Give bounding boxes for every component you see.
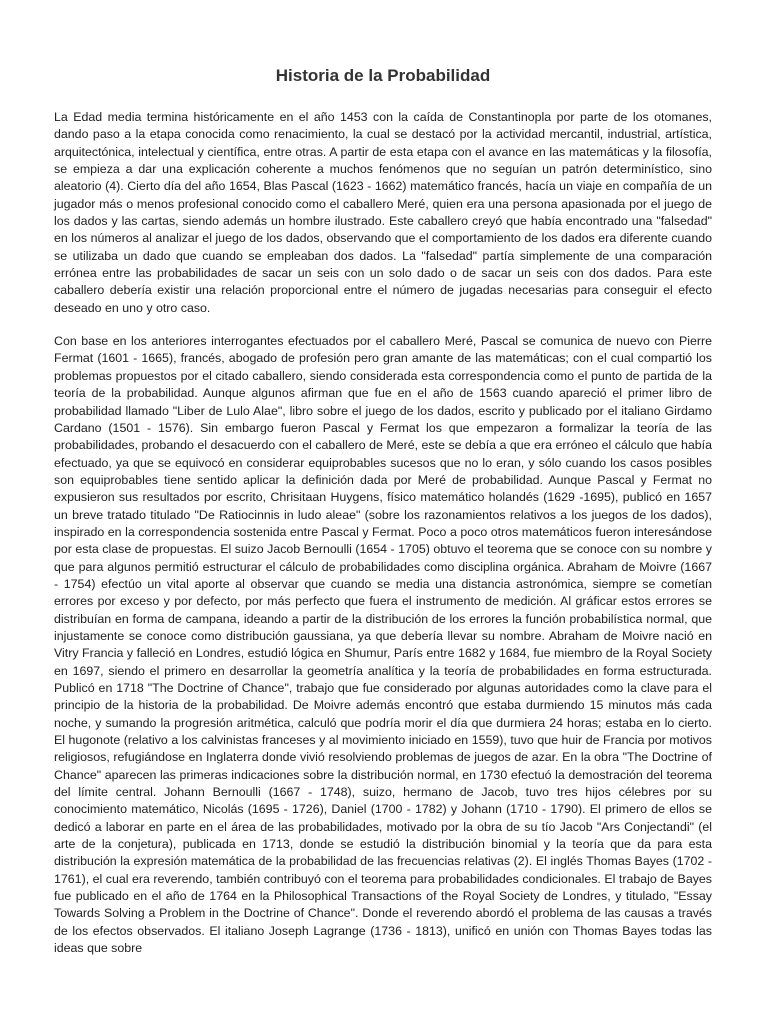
paragraph-1: La Edad media termina históricamente en el año 1453 con la caída de Constantinopla por parte de los otomanes, dando paso a la etapa conocida como renacimiento, la cual se destacó por la actividad mercantil, industrial, artística, arquitectónica, intelectual y científica, entre otras. A partir de esta etapa con el avance en las matemáticas y la filosofía, se empieza a dar una explicación coherente a muchos fenómenos que no seguían un patrón determinístico, sino aleatorio (4). Cierto día del año 1654, Blas Pascal (1623 - 1662) matemático francés, hacía un viaje en compañía de un jugador más o menos profesional conocido como el caballero Meré, quien era una persona apasionada por el juego de los dados y las cartas, siendo además un hombre ilustrado. Este caballero creyó que había encontrado una "falsedad" en los números al analizar el juego de los dados, observando que el comportamiento de los dados era diferente cuando se utilizaba un dado que cuando se empleaban dos dados. La "falsedad" partía simplemente de una comparación errónea entre las probabilidades de sacar un seis con un solo dado o de sacar un seis con dos dados. Para este caballero debería existir una relación proporcional entre el número de jugadas necesarias para conseguir el efecto deseado en uno y otro caso. [54,110,712,315]
page-title: Historia de la Probabilidad [275,66,491,85]
paragraph-2: Con base en los anteriores interrogantes efectuados por el caballero Meré, Pascal se comunica de nuevo con Pierre Fermat (1601 - 1665), francés, abogado de profesión pero gran amante de las matemáticas; con el cual compartió los problemas propuestos por el citado caballero, siendo considerada esta correspondencia como el punto de partida de la teoría de la probabilidad. Aunque algunos afirman que fue en el año de 1563 cuando apareció el primer libro de probabilidad llamado "Liber de Lulo Alae", libro sobre el juego de los dados, escrito y publicado por el italiano Girdamo Cardano (1501 - 1576). Sin embargo fueron Pascal y Fermat los que empezaron a formalizar la teoría de las probabilidades, probando el desacuerdo con el caballero de Meré, este se debía a que era erróneo el cálculo que había efectuado, ya que se equivocó en considerar equiprobables sucesos que no lo eran, y sólo cuando los casos posibles son equiprobables tiene sentido aplicar la definición dada por Meré de probabilidad. Aunque Pascal y Fermat no expusieron sus resultados por escrito, Chrisitaan Huygens, físico matemático holandés (1629 -1695), publicó en 1657 un breve tratado titulado "De Ratiocinnis in ludo aleae" (sobre los razonamientos relativos a los juegos de los dados), inspirado en la correspondencia sostenida entre Pascal y Fermat. Poco a poco otros matemáticos fueron interesándose por esta clase de propuestas. El suizo Jacob Bernoulli (1654 - 1705) obtuvo el teorema que se conoce con su nombre y que para algunos permitió estructurar el cálculo de probabilidades como disciplina orgánica. Abraham de Moivre (1667 - 1754) efectúo un vital aporte al observar que cuando se media una distancia astronómica, siempre se cometían errores por exceso y por defecto, por más perfecto que fuera el instrumento de medición. Al gráficar estos errores se distribuían en forma de campana, ideando a partir de la distribución de los errores la función probabilística normal, que injustamente se conoce como distribución gaussiana, ya que debería llevar su nombre. Abraham de Moivre nació en Vitry Francia y falleció en Londres, estudió lógica en Shumur, París entre 1682 y 1684, fue miembro de la Royal Society en 1697, siendo el primero en desarrollar la geometría analítica y la teoría de probabilidades en forma estructurada. Publicó en 1718 "The Doctrine of Chance", trabajo que fue considerado por algunas autoridades como la clave para el principio de la historia de la probabilidad. De Moivre además encontró que estaba durmiendo 15 minutos más cada noche, y sumando la progresión aritmética, calculó que podría morir el día que durmiera 24 horas; estaba en lo cierto. El hugonote (relativo a los calvinistas franceses y al movimiento iniciado en 1559), tuvo que huir de Francia por motivos religiosos, refugiándose en Inglaterra donde vivió resolviendo problemas de juegos de azar. En la obra "The Doctrine of Chance" aparecen las primeras indicaciones sobre la distribución normal, en 1730 efectuó la demostración del teorema del límite central. Johann Bernoulli (1667 - 1748), suizo, hermano de Jacob, tuvo tres hijos célebres por su conocimiento matemático, Nicolás (1695 - 1726), Daniel (1700 - 1782) y Johann (1710 - 1790). El primero de ellos se dedicó a laborar en parte en el área de las probabilidades, motivado por la obra de su tío Jacob "Ars Conjectandi" (el arte de la conjetura), publicada en 1713, donde se estudió la distribución binomial y la teoría que da para esta distribución la expresión matemática de la probabilidad de las frecuencias relativas (2). El inglés Thomas Bayes (1702 - 1761), el cual era reverendo, también contribuyó con el teorema para probabilidades condicionales. El trabajo de Bayes fue publicado en el año de 1764 en la Philosophical Transactions of the Royal Society de Londres, y titulado, "Essay Towards Solving a Problem in the Doctrine of Chance". Donde el reverendo abordó el problema de las causas a través de los efectos observados. El italiano Joseph Lagrange (1736 - 1813), unificó en unión con Thomas Bayes todas las ideas que sobre [54,334,712,956]
